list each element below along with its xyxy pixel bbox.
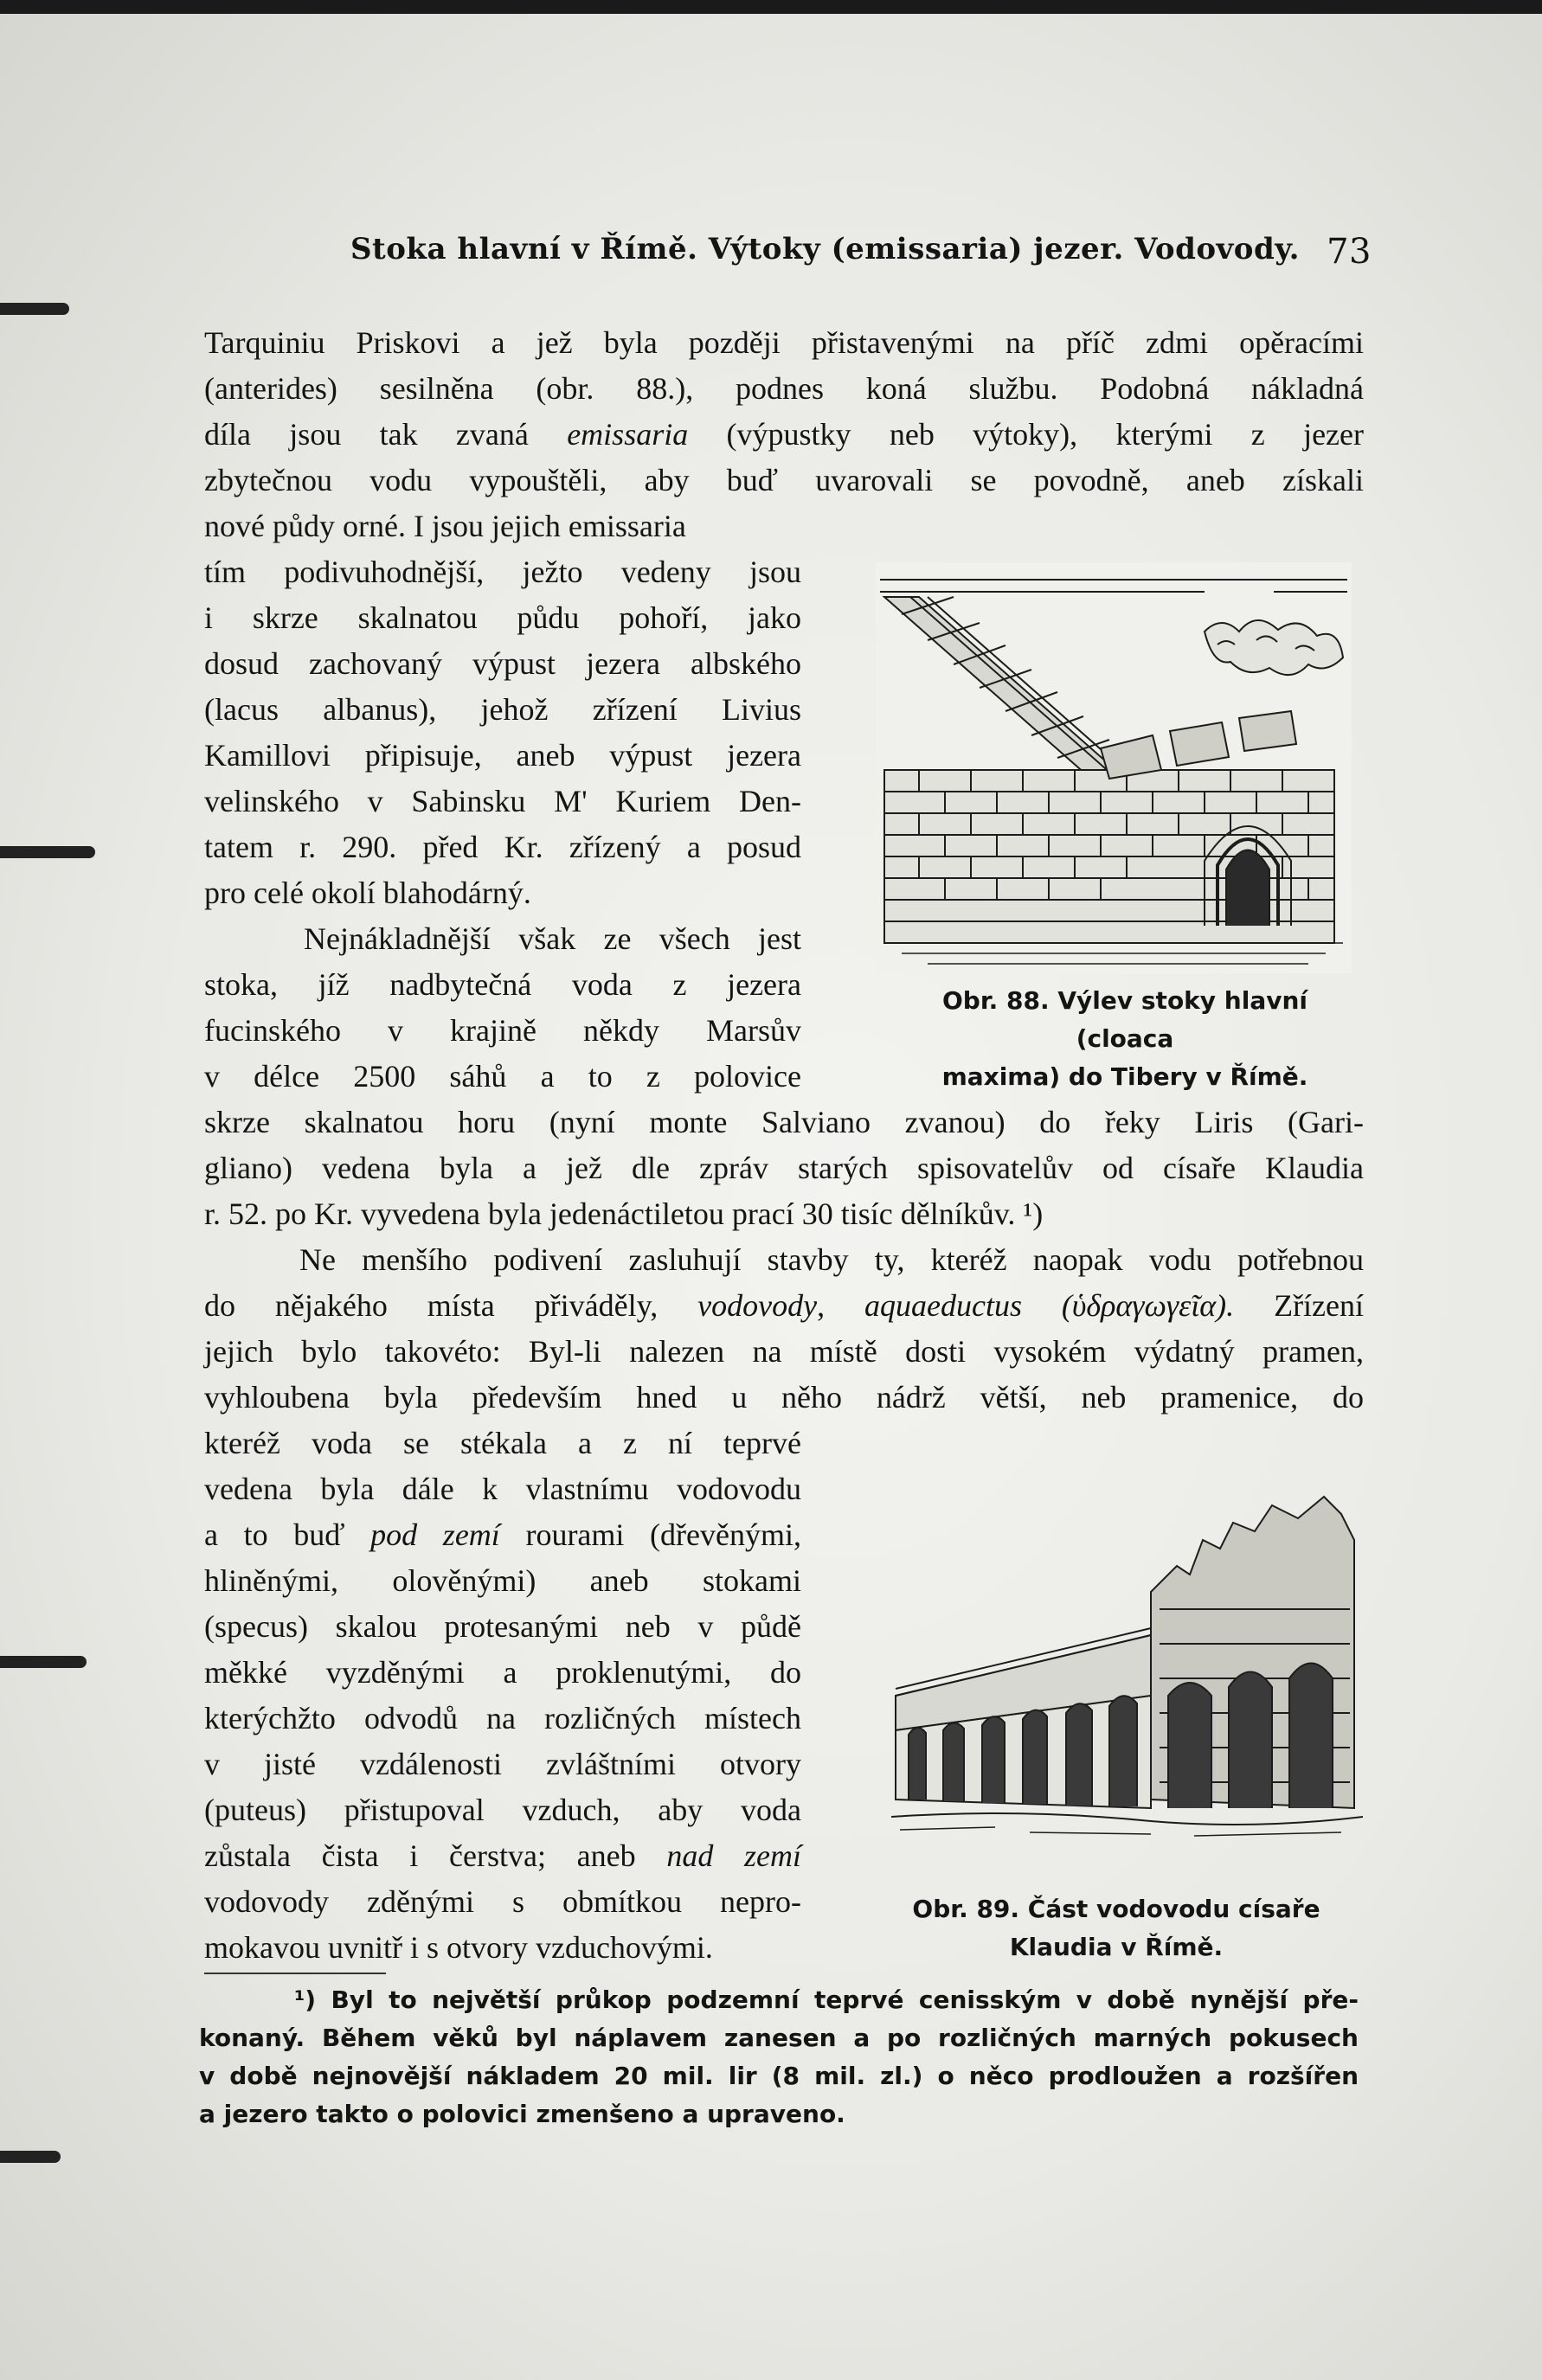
emphasis: aquaeductus: [864, 1288, 1022, 1323]
text-line: hliněnými, olověnými) aneb stokami: [204, 1563, 801, 1598]
text-line: mokavou uvnitř i s otvory vzduchovými.: [204, 1930, 713, 1965]
text-line: do nějakého místa přiváděly, vodovody, aquaeductus (ὑδραγωγεῖα). Zřízení: [204, 1288, 1365, 1323]
footnote-line: ¹) Byl to největší průkop podzemní teprvé cenisským v době nynější pře-: [294, 1985, 1359, 2014]
text-line: Kamillovi připisuje, aneb výpust jezera: [204, 738, 801, 773]
text-line: vodovody zděnými s obmítkou nepro-: [204, 1884, 801, 1919]
text-line: vyhloubena byla především hned u něho nádrž větší, neb pramenice, do: [204, 1380, 1364, 1415]
figure-89-caption: [874, 1890, 1359, 1966]
footnote-line: a jezero takto o polovici zmenšeno a upraveno.: [199, 2100, 845, 2128]
running-head-title: Stoka hlavní v Římě. Výtoky (emissaria) jezer. Vodovody.: [350, 232, 1300, 266]
text-line: pro celé okolí blahodárný.: [204, 876, 531, 910]
figure-89-illustration: [891, 1436, 1363, 1869]
emphasis: vodovody: [697, 1288, 818, 1323]
caption-line: Obr. 88. Výlev stoky hlavní (cloaca: [941, 986, 1308, 1053]
scan-edge-mark: [0, 303, 69, 315]
text-line: (lacus albanus), jehož zřízení Livius: [204, 692, 801, 727]
scan-edge-mark: [0, 1656, 87, 1668]
text-line: fucinského v krajině někdy Marsův: [204, 1013, 801, 1048]
text-line: velinského v Sabinsku M' Kuriem Den-: [204, 784, 801, 818]
emphasis: pod zemí: [370, 1517, 500, 1552]
text-line: nové půdy orné. I jsou jejich emissaria: [204, 509, 686, 543]
text-line: tím podivuhodnější, ježto vedeny jsou: [204, 555, 801, 589]
caption-line: maxima) do Tibery v Římě.: [941, 1062, 1308, 1091]
text-line: jejich bylo takovéto: Byl-li nalezen na místě dosti vysokém výdatný pramen,: [204, 1334, 1364, 1369]
page-number: 73: [1327, 232, 1372, 272]
emphasis: emissaria: [567, 417, 689, 452]
text-line: gliano) vedena byla a jež dle zpráv starých spisovatelův od císaře Klaudia: [204, 1151, 1364, 1185]
footnote-rule: [204, 1973, 386, 1974]
text-line: dosud zachovaný výpust jezera albského: [204, 646, 801, 681]
text-line: v jisté vzdálenosti zvláštními otvory: [204, 1747, 801, 1781]
footnote-line: konaný. Během věků byl náplavem zanesen a po rozličných marných pokusech: [199, 2024, 1359, 2052]
cloaca-maxima-engraving: [876, 562, 1352, 973]
text-line: Tarquiniu Priskovi a jež byla později přistavenými na příč zdmi opěracími: [204, 325, 1364, 360]
text-line: Nejnákladnější však ze všech jest: [304, 921, 801, 956]
caption-line: Obr. 89. Část vodovodu císaře: [912, 1895, 1320, 1923]
running-head: [350, 232, 1372, 272]
footnote-line: v době nejnovější nákladem 20 mil. lir (8 mil. zl.) o něco prodloužen a rozšířen: [199, 2062, 1359, 2090]
text-line: stoka, jíž nadbytečná voda z jezera: [204, 967, 801, 1002]
text-line: skrze skalnatou horu (nyní monte Salviano zvanou) do řeky Liris (Gari-: [204, 1105, 1364, 1139]
text-line: měkké vyzděnými a proklenutými, do: [204, 1655, 801, 1690]
figure-88-illustration: [876, 562, 1352, 973]
text-line: zůstala čista i čerstva; aneb nad zemí: [204, 1838, 801, 1873]
text-line: Ne menšího podivení zasluhují stavby ty, kteréž naopak vodu potřebnou: [299, 1242, 1364, 1277]
text-line: v délce 2500 sáhů a to z polovice: [204, 1059, 801, 1094]
text-line: a to buď pod zemí rourami (dřevěnými,: [204, 1517, 801, 1552]
text-line: kteréž voda se stékala a z ní teprvé: [204, 1426, 801, 1460]
text-line: kterýchžto odvodů na rozličných místech: [204, 1701, 801, 1735]
scan-edge-mark: [0, 846, 95, 858]
emphasis: nad zemí: [666, 1838, 801, 1873]
claudia-aqueduct-engraving: [891, 1436, 1363, 1869]
text-line: zbytečnou vodu vypouštěli, aby buď uvarovali se povodně, aneb získali: [204, 463, 1364, 497]
text-line: r. 52. po Kr. vyvedena byla jedenáctiletou prací 30 tisíc dělníkův. ¹): [204, 1196, 1044, 1231]
text-line: (puteus) přistupoval vzduch, aby voda: [204, 1793, 801, 1827]
footnote: [199, 1981, 1359, 2133]
text-line: vedena byla dále k vlastnímu vodovodu: [204, 1472, 801, 1506]
scan-edge-mark: [0, 2151, 61, 2163]
figure-88-caption: [891, 982, 1359, 1096]
text-line: i skrze skalnatou půdu pohoří, jako: [204, 600, 801, 635]
scan-top-border: [0, 0, 1542, 14]
text-line: díla jsou tak zvaná emissaria (výpustky neb výtoky), kterými z jezer: [204, 417, 1364, 452]
text-line: (anterides) sesilněna (obr. 88.), podnes koná službu. Podobná nákladná: [204, 371, 1364, 406]
text-line: (specus) skalou protesanými neb v půdě: [204, 1609, 801, 1644]
text-line: tatem r. 290. před Kr. zřízený a posud: [204, 830, 801, 864]
greek-term: (ὑδραγωγεῖα).: [1061, 1288, 1235, 1323]
caption-line: Klaudia v Římě.: [1009, 1933, 1224, 1961]
